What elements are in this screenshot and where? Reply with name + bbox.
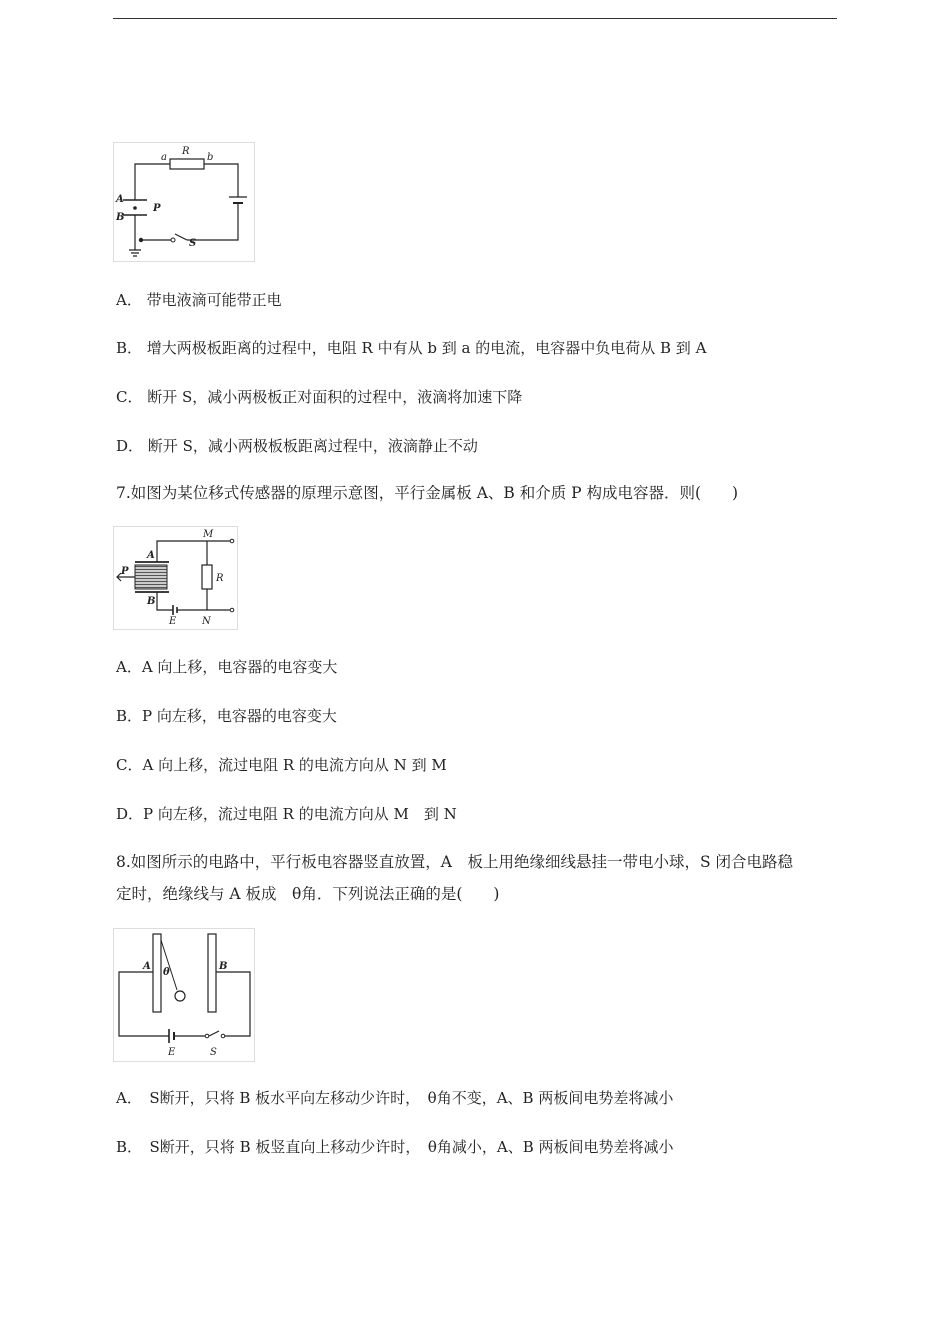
plate-a [153,934,161,1012]
q7-stem: 7.如图为某位移式传感器的原理示意图，平行金属板 A、B 和介质 P 构成电容器．则( ) [116,484,739,502]
fig2-label-e: E [169,616,177,627]
fig1-label-droplet-p: P [153,203,161,214]
fig2-label-p: P [121,566,129,577]
q8-option-b: B． S断开，只将 B 板竖直向上移动少许时， θ角减小，A、B 两板间电势差将减小 [116,1138,674,1156]
fig1-label-plate-b: B [116,212,125,223]
fig1-label-r: R [182,146,190,157]
figure-circuit-1 [113,142,255,262]
fig2-label-n: N [202,616,211,627]
q6-option-c: C． 断开 S，减小两极板正对面积的过程中，液滴将加速下降 [116,388,523,406]
fig2-label-m: M [203,529,214,540]
charged-ball [175,991,185,1001]
resistor-r [170,159,204,169]
fig2-label-a: A [147,550,155,561]
q7-option-d: D．P 向左移，流过电阻 R 的电流方向从 M 到 N [116,805,457,823]
fig3-label-e: E [168,1047,176,1058]
fig3-label-s: S [210,1047,217,1058]
figure-capacitor-q8 [113,928,255,1062]
header-rule [113,18,837,19]
fig2-label-b: B [147,596,156,607]
fig1-label-b: b [207,152,214,163]
figure-sensor-q7 [113,526,238,630]
fig1-label-a: a [161,152,167,163]
q8-option-a: A． S断开，只将 B 板水平向左移动少许时， θ角不变，A、B 两板间电势差将减小 [116,1089,674,1107]
q7-option-a: A．A 向上移，电容器的电容变大 [116,658,338,676]
q6-option-a: A． 带电液滴可能带正电 [116,291,282,309]
fig1-label-switch-s: S [189,238,197,249]
q7-option-c: C．A 向上移，流过电阻 R 的电流方向从 N 到 M [116,756,447,774]
dielectric-p [135,565,167,589]
fig3-label-b: B [219,961,228,972]
q8-stem-line-1: 8.如图所示的电路中，平行板电容器竖直放置，A 板上用绝缘细线悬挂一带电小球，S 闭合电路稳 [116,853,794,871]
q8-stem-line-2: 定时，绝缘线与 A 板成 θ角．下列说法正确的是( ) [116,885,500,903]
fig1-label-plate-a: A [116,194,124,205]
q6-option-b: B． 增大两极板距离的过程中，电阻 R 中有从 b 到 a 的电流，电容器中负电荷从 B 到 A [116,339,707,357]
fig2-label-r: R [216,573,224,584]
plate-b [208,934,216,1012]
fig3-label-theta: θ [163,967,170,978]
q7-option-b: B．P 向左移，电容器的电容变大 [116,707,337,725]
resistor-r [202,565,212,589]
fig3-label-a: A [143,961,151,972]
q6-option-d: D． 断开 S，减小两极板板距离过程中，液滴静止不动 [116,437,478,455]
